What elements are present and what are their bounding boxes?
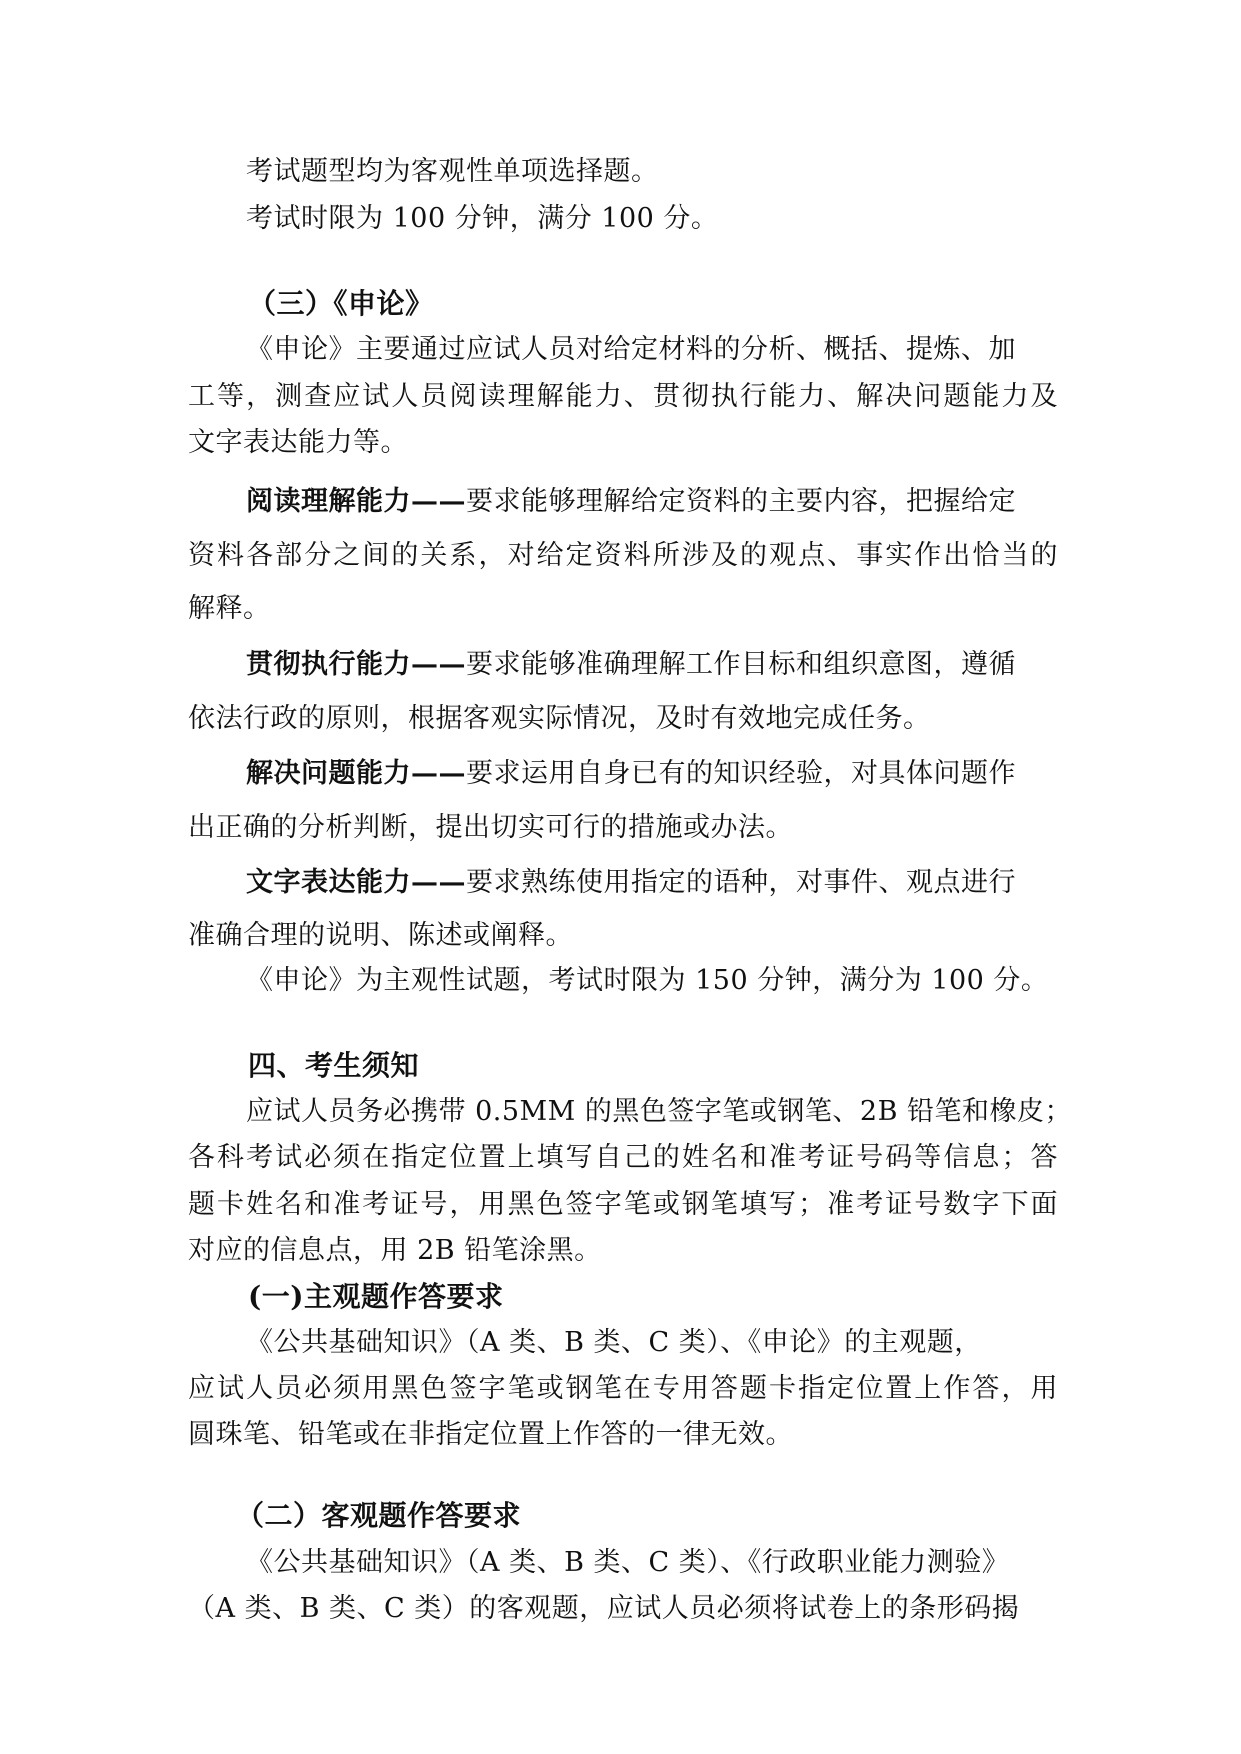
paragraph-line: 准确合理的说明、陈述或阐释。 [188, 920, 573, 951]
paragraph-line: 圆珠笔、铅笔或在非指定位置上作答的一律无效。 [188, 1419, 793, 1450]
paragraph-line: 《公共基础知识》（A 类、B 类、C 类）、《申论》的主观题， [246, 1327, 982, 1358]
section-heading-notice: 四、考生须知 [248, 1049, 420, 1082]
paragraph-line: 应试人员务必携带 0.5MM 的黑色签字笔或钢笔、2B 铅笔和橡皮； [246, 1096, 1072, 1127]
ability-term: 贯彻执行能力—— [246, 649, 466, 680]
section-heading-shenlun: （三）《申论》 [248, 287, 434, 320]
exam-note: 《申论》为主观性试题，考试时限为 150 分钟，满分为 100 分。 [246, 965, 1049, 996]
paragraph-line: 依法行政的原则，根据客观实际情况，及时有效地完成任务。 [188, 703, 931, 734]
ability-desc: 要求运用自身已有的知识经验，对具体问题作 [466, 758, 1016, 789]
ability-writing [246, 864, 1058, 902]
paragraph-line: 文字表达能力等。 [188, 427, 408, 458]
ability-reading [246, 483, 1058, 521]
subheading-objective: （二）客观题作答要求 [236, 1499, 522, 1532]
ability-desc: 要求能够准确理解工作目标和组织意图，遵循 [466, 649, 1016, 680]
ability-term: 解决问题能力—— [246, 758, 466, 789]
paragraph-line: 应试人员必须用黑色签字笔或钢笔在专用答题卡指定位置上作答，用 [188, 1373, 1058, 1404]
paragraph-line: 出正确的分析判断，提出切实可行的措施或办法。 [188, 812, 793, 843]
paragraph-line: 对应的信息点，用 2B 铅笔涂黑。 [188, 1235, 602, 1266]
paragraph-line: 《申论》主要通过应试人员对给定材料的分析、概括、提炼、加 [246, 334, 1016, 365]
paragraph-line: 各科考试必须在指定位置上填写自己的姓名和准考证号码等信息；答 [188, 1142, 1058, 1173]
subheading-subjective: (一)主观题作答要求 [248, 1280, 504, 1313]
paragraph-line: 解释。 [188, 593, 271, 624]
ability-solving [246, 755, 1058, 793]
ability-term: 文字表达能力—— [246, 867, 466, 898]
ability-desc: 要求能够理解给定资料的主要内容，把握给定 [466, 486, 1016, 517]
text-line: 考试时限为 100 分钟，满分 100 分。 [246, 203, 719, 234]
paragraph-line: 《公共基础知识》（A 类、B 类、C 类）、《行政职业能力测验》 [246, 1547, 1010, 1578]
ability-term: 阅读理解能力—— [246, 486, 466, 517]
ability-desc: 要求熟练使用指定的语种，对事件、观点进行 [466, 867, 1016, 898]
paragraph-line: 题卡姓名和准考证号，用黑色签字笔或钢笔填写；准考证号数字下面 [188, 1189, 1058, 1220]
paragraph-line: 资料各部分之间的关系，对给定资料所涉及的观点、事实作出恰当的 [188, 540, 1058, 571]
text-line: 考试题型均为客观性单项选择题。 [246, 156, 659, 187]
paragraph-line: 工等，测查应试人员阅读理解能力、贯彻执行能力、解决问题能力及 [188, 381, 1058, 412]
ability-execution [246, 646, 1058, 684]
paragraph-line: （A 类、B 类、C 类）的客观题，应试人员必须将试卷上的条形码揭 [188, 1593, 1020, 1624]
